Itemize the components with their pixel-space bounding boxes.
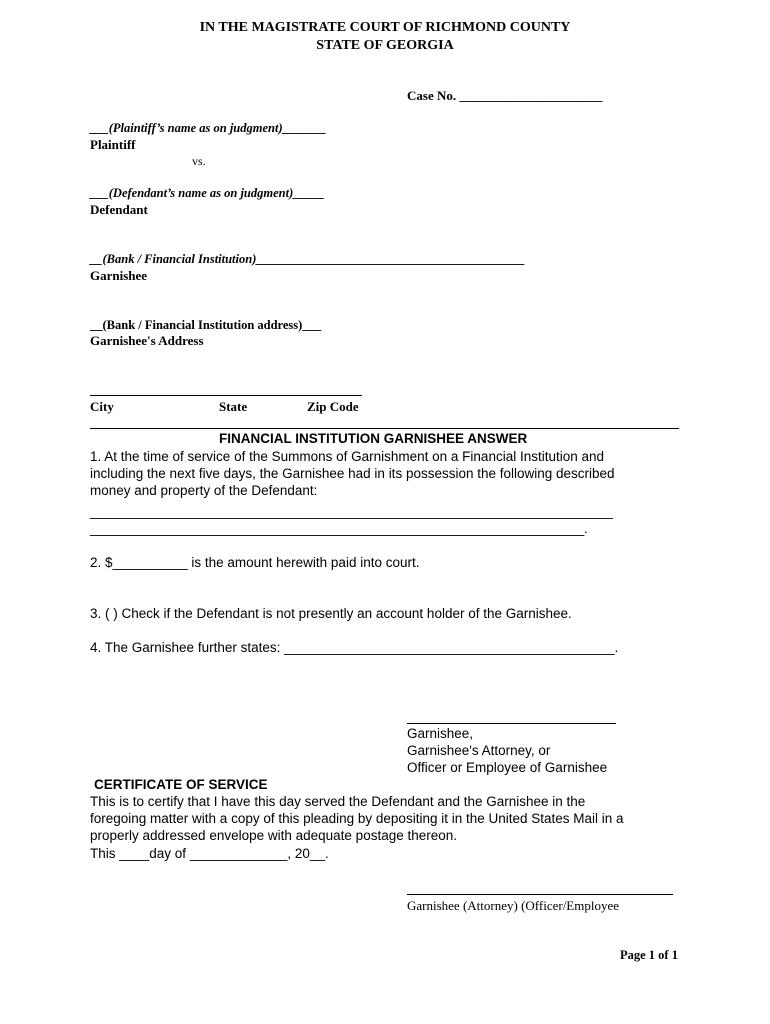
court-title: IN THE MAGISTRATE COURT OF RICHMOND COUNTY	[199, 20, 571, 35]
section-divider	[90, 428, 679, 429]
item-1-line-3: money and property of the Defendant:	[90, 483, 318, 498]
city-label: City	[90, 399, 114, 414]
item-1-line-1: 1. At the time of service of the Summons of Garnishment on a Financial Institution and	[90, 449, 605, 464]
garnishee-address-field[interactable]: __(Bank / Financial Institution address)___	[90, 318, 322, 332]
certificate-date-field[interactable]: This ____day of _____________, 20__.	[90, 846, 329, 861]
zip-code-label: Zip Code	[307, 399, 359, 414]
signature-role-2: Garnishee's Attorney, or	[407, 743, 551, 758]
city-state-zip-field[interactable]	[90, 395, 362, 396]
state-title: STATE OF GEORGIA	[316, 38, 454, 53]
certificate-title: CERTIFICATE OF SERVICE	[94, 777, 268, 792]
signature-role-3: Officer or Employee of Garnishee	[407, 760, 608, 775]
certificate-signature-label: Garnishee (Attorney) (Officer/Employee	[407, 898, 620, 913]
certificate-line-2: foregoing matter with a copy of this pleading by depositing it in the United States Mail in a	[90, 811, 624, 826]
certificate-line-1: This is to certify that I have this day served the Defendant and the Garnishee in the	[90, 794, 586, 809]
certificate-line-3: properly addressed envelope with adequate postage thereon.	[90, 828, 458, 843]
certificate-signature-line[interactable]	[407, 894, 673, 895]
item-1-property-field-1[interactable]: _________________________________________________________________________	[90, 504, 613, 519]
signature-role-1: Garnishee,	[407, 726, 474, 741]
versus-label: vs.	[192, 154, 206, 168]
item-1-line-2: including the next five days, the Garnishee had in its possession the following described	[90, 466, 615, 481]
defendant-name-field[interactable]: ___(Defendant’s name as on judgment)_____	[90, 186, 325, 200]
item-3-checkbox[interactable]: 3. ( ) Check if the Defendant is not presently an account holder of the Garnishee.	[90, 606, 572, 621]
defendant-label: Defendant	[90, 202, 148, 217]
garnishee-signature-line[interactable]	[407, 723, 616, 724]
item-1-property-field-2[interactable]: _____________________________________________________________________.	[90, 521, 588, 536]
garnishee-name-field[interactable]: __(Bank / Financial Institution)___________________________________________	[90, 252, 526, 266]
answer-title: FINANCIAL INSTITUTION GARNISHEE ANSWER	[219, 431, 528, 446]
item-4-statement-field[interactable]: 4. The Garnishee further states: ____________________________________________.	[90, 640, 619, 655]
plaintiff-label: Plaintiff	[90, 137, 136, 152]
garnishee-address-label: Garnishee's Address	[90, 333, 204, 348]
plaintiff-name-field[interactable]: ___(Plaintiff’s name as on judgment)_______	[90, 121, 327, 135]
page-number: Page 1 of 1	[620, 948, 678, 962]
case-number-field[interactable]: Case No. ______________________	[407, 88, 603, 103]
garnishee-label: Garnishee	[90, 268, 148, 283]
item-2-amount-field[interactable]: 2. $__________ is the amount herewith paid into court.	[90, 555, 420, 570]
state-label: State	[219, 399, 248, 414]
